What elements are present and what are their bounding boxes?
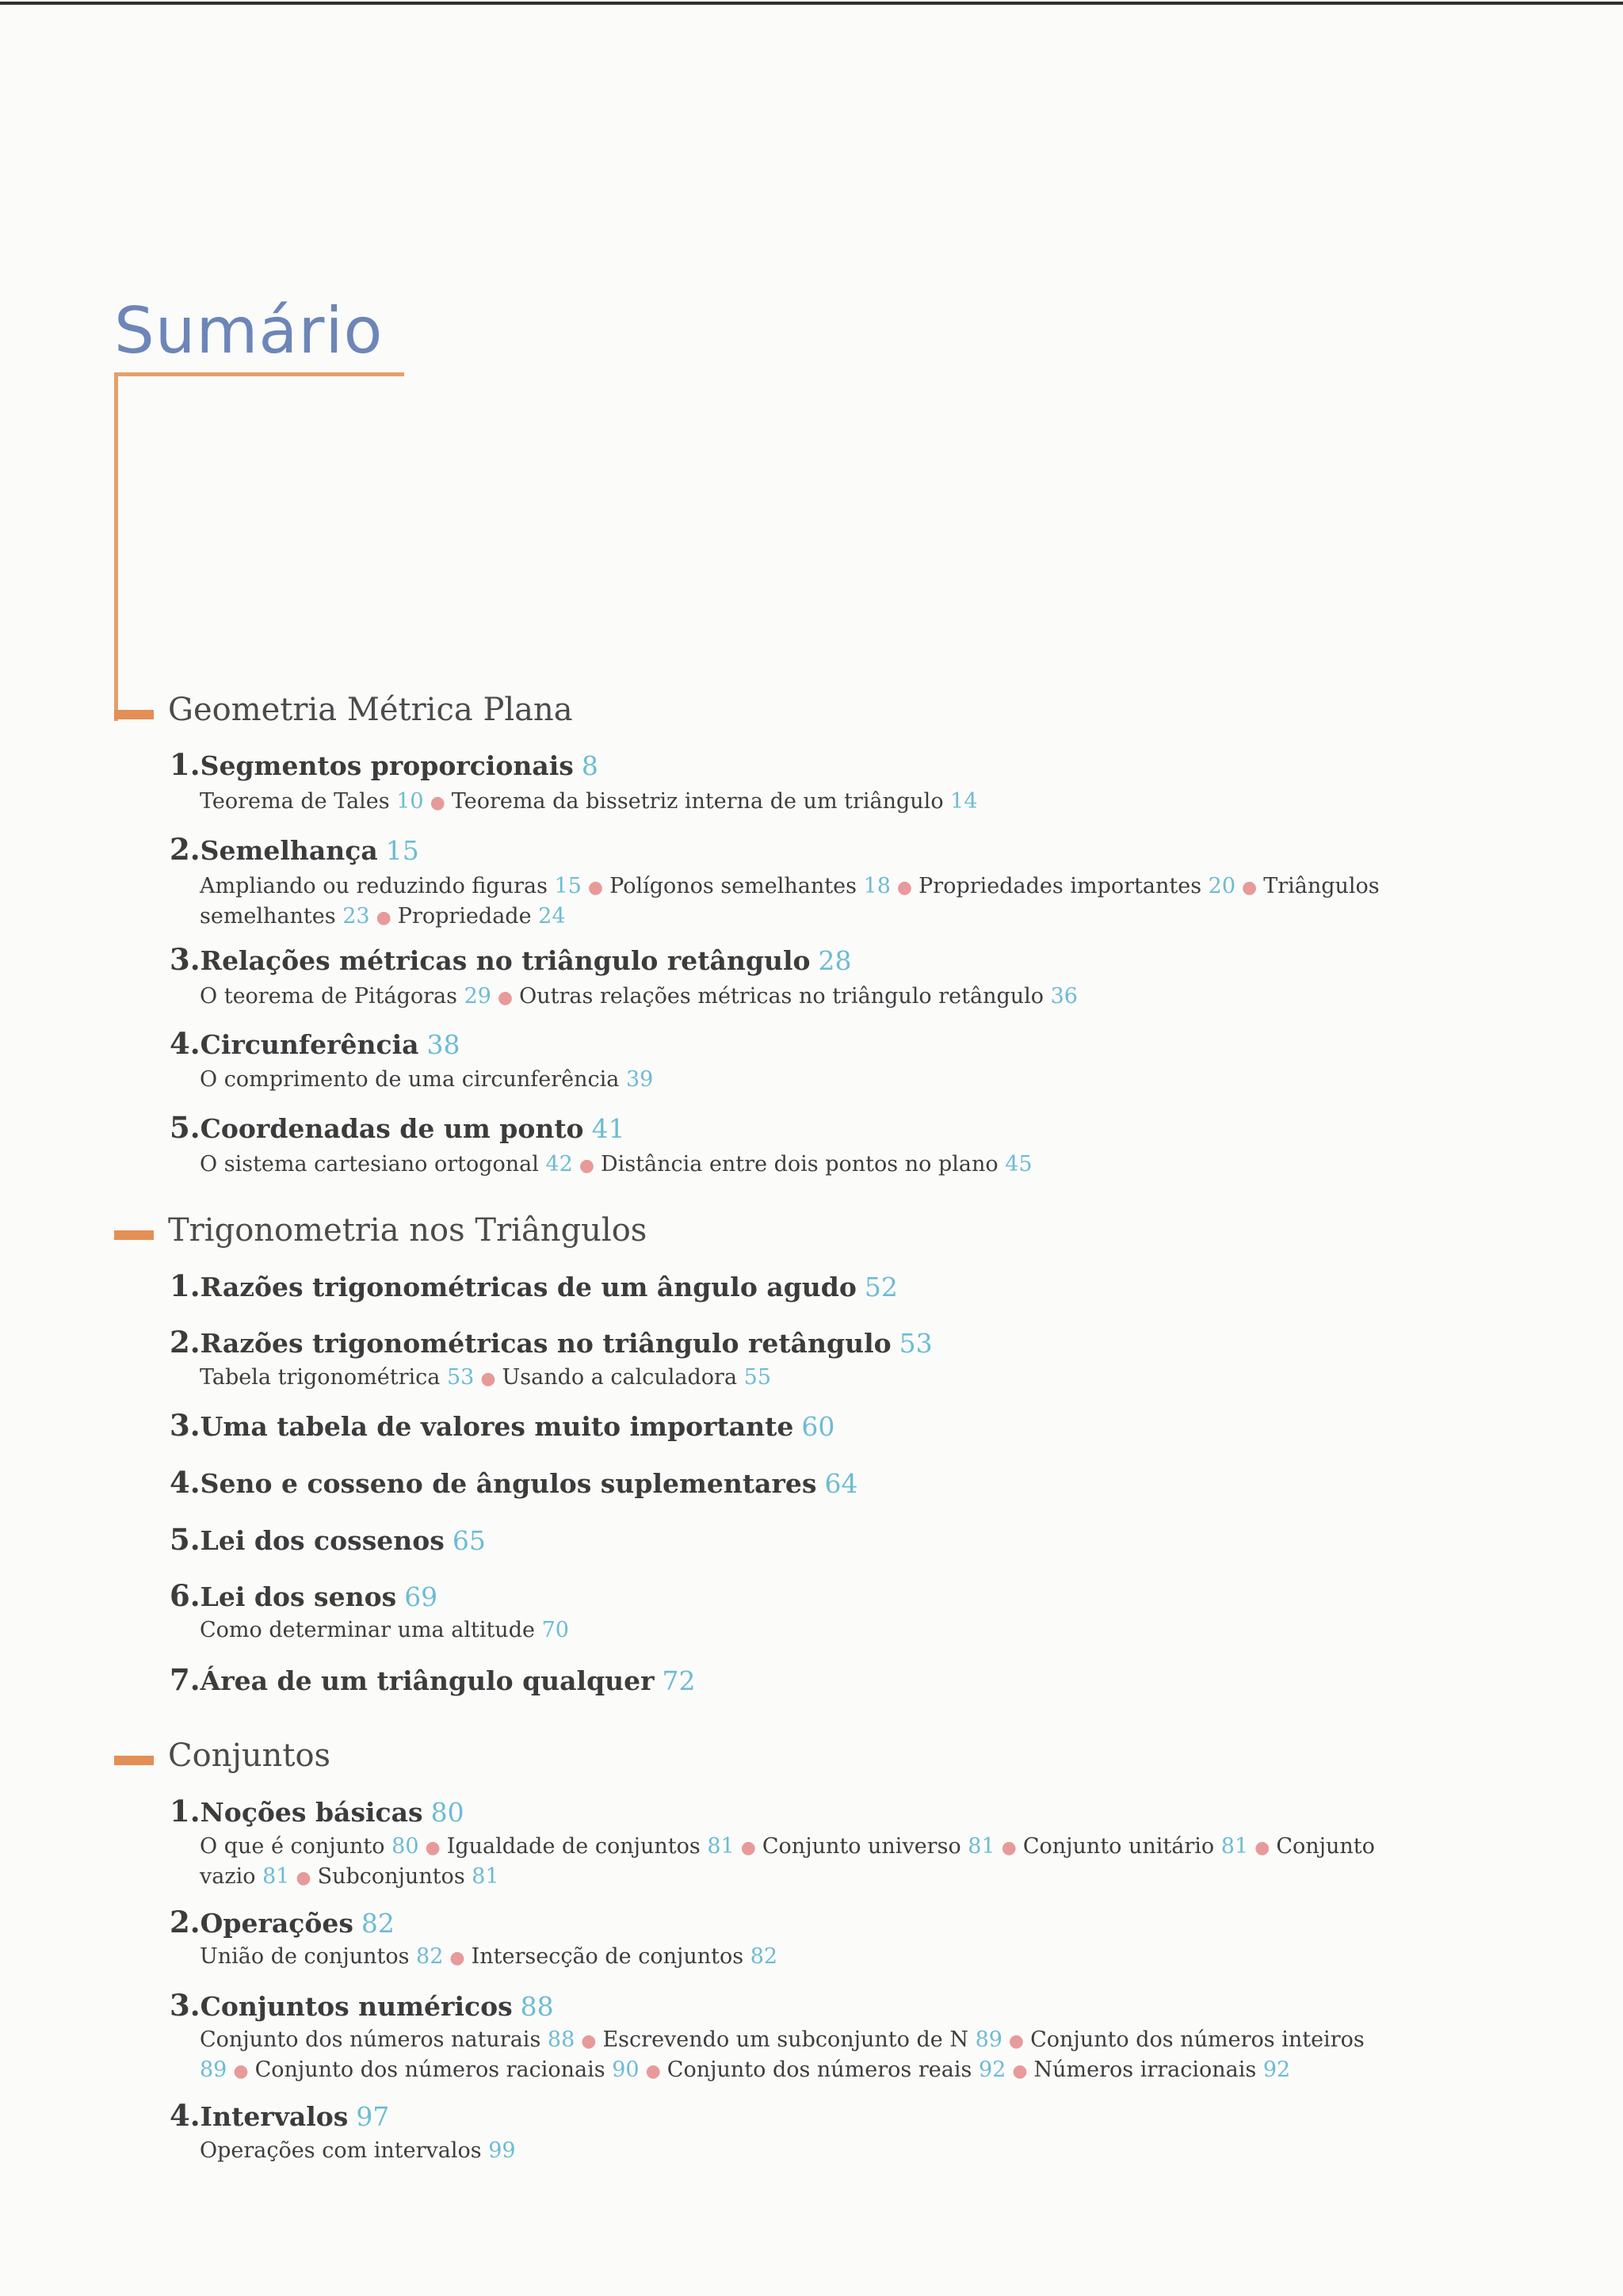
topic-title[interactable]: Distância entre dois pontos no plano [601,1152,999,1177]
chapter-entry[interactable] [170,1794,464,1829]
bullet-dot: ● [1242,878,1258,898]
topic-page-number: 82 [750,1944,778,1969]
top-rule [0,2,1623,5]
topic-page-number: 89 [200,2058,227,2082]
topic-title[interactable]: Conjunto vazio [200,1834,1375,1889]
section-marker [114,710,154,719]
chapter-page-number: 64 [824,1468,858,1499]
chapter-entry[interactable] [170,747,598,782]
topic-list [200,1833,1420,1893]
topic-title[interactable]: Conjunto dos números racionais [254,2058,605,2082]
topic-title[interactable]: Intersecção de conjuntos [471,1944,744,1969]
chapter-entry[interactable] [170,1662,696,1697]
topic-list [200,2026,1420,2086]
chapter-number: 2. [170,1905,200,1939]
bracket-line [114,372,118,721]
bullet-dot: ● [1012,2061,1028,2081]
chapter-number: 2. [170,832,200,867]
chapter-number: 7. [170,1662,200,1697]
bullet-dot: ● [480,1369,496,1389]
bullet-dot: ● [296,1868,311,1888]
bullet-dot: ● [896,878,913,898]
chapter-page-number: 65 [452,1525,486,1556]
topic-list [200,1616,1420,1645]
topic-page-number: 36 [1050,984,1078,1009]
topic-title[interactable]: Usando a calculadora [502,1365,738,1390]
bullet-dot: ● [497,988,514,1008]
topic-list [200,2137,1420,2165]
section-title: Conjuntos [168,1737,331,1774]
chapter-page-number: 15 [385,835,419,866]
chapter-page-number: 8 [581,750,598,781]
chapter-title: Razões trigonométricas no triângulo retângulo [200,1328,892,1359]
topic-title[interactable]: Outras relações métricas no triângulo retângulo [519,984,1044,1009]
topic-page-number: 42 [545,1152,573,1177]
chapter-title: Noções básicas [200,1797,423,1828]
chapter-page-number: 80 [430,1797,464,1828]
chapter-number: 2. [170,1325,200,1360]
chapter-page-number: 97 [356,2101,390,2132]
chapter-page-number: 38 [426,1029,460,1060]
section-title: Trigonometria nos Triângulos [168,1212,647,1249]
topic-page-number: 82 [416,1944,444,1969]
topic-list [200,982,1420,1013]
topic-list [200,1363,1420,1394]
chapter-number: 6. [170,1578,200,1613]
topic-title[interactable]: Propriedade [397,904,532,929]
chapter-entry[interactable] [170,832,419,867]
chapter-number: 1. [170,747,200,782]
topic-page-number: 14 [950,789,978,814]
topic-title[interactable]: União de conjuntos [200,1944,410,1969]
chapter-entry[interactable] [170,1026,460,1061]
topic-title[interactable]: Operações com intervalos [200,2138,482,2163]
chapter-page-number: 52 [864,1272,898,1302]
topic-title[interactable]: Conjunto dos números reais [666,2058,972,2082]
bullet-dot: ● [233,2061,249,2081]
chapter-page-number: 41 [591,1113,625,1144]
topic-page-number: 10 [396,789,424,814]
chapter-entry[interactable] [170,1522,486,1557]
topic-page-number: 53 [446,1365,475,1390]
chapter-entry[interactable] [170,2098,390,2133]
chapter-title: Lei dos cossenos [200,1525,445,1556]
topic-page-number: 81 [1220,1834,1249,1859]
chapter-entry[interactable] [170,942,852,977]
section-title: Geometria Métrica Plana [168,692,573,728]
chapter-title: Operações [200,1908,353,1939]
chapter-title: Intervalos [200,2101,349,2132]
chapter-number: 4. [170,1026,200,1061]
chapter-entry[interactable] [170,1325,933,1360]
bullet-dot: ● [1008,2031,1025,2051]
topic-page-number: 92 [1262,2058,1291,2082]
chapter-page-number: 60 [801,1411,835,1442]
topic-title[interactable]: O sistema cartesiano ortogonal [200,1152,539,1177]
chapter-entry[interactable] [170,1268,898,1303]
topic-title[interactable]: Conjunto dos números naturais [200,2027,541,2052]
bullet-dot: ● [449,1948,465,1968]
topic-title[interactable]: Como determinar uma altitude [200,1618,535,1642]
topic-page-number: 81 [472,1864,499,1889]
topic-title[interactable]: Conjunto dos números inteiros [1030,2027,1365,2052]
chapter-number: 4. [170,1465,200,1500]
topic-list [200,1066,1420,1094]
chapter-entry[interactable] [170,1578,438,1613]
bullet-dot: ● [587,878,604,898]
topic-page-number: 70 [541,1618,569,1642]
topic-title[interactable]: O comprimento de uma circunferência [200,1067,620,1092]
bullet-dot: ● [579,1156,595,1176]
bullet-dot: ● [376,908,391,928]
bullet-dot: ● [581,2031,597,2051]
topic-page-number: 20 [1208,874,1235,898]
chapter-title: Segmentos proporcionais [200,750,574,781]
chapter-title: Coordenadas de um ponto [200,1113,584,1144]
chapter-entry[interactable] [170,1110,625,1145]
chapter-number: 1. [170,1794,200,1829]
chapter-entry[interactable] [170,1465,858,1500]
topic-title[interactable]: Igualdade de conjuntos [446,1834,701,1859]
chapter-number: 3. [170,942,200,977]
chapter-number: 3. [170,1408,200,1443]
page-title: Sumário [114,294,384,368]
topic-title[interactable]: Conjunto unitário [1022,1834,1215,1859]
topic-title[interactable]: Ampliando ou reduzindo figuras [200,874,548,898]
topic-page-number: 45 [1005,1152,1033,1177]
chapter-entry[interactable] [170,1988,554,2023]
topic-page-number: 99 [488,2138,516,2163]
topic-title[interactable]: Propriedades importantes [918,874,1202,898]
topic-title[interactable]: Teorema da bissetriz interna de um triângulo [451,789,944,814]
chapter-entry[interactable] [170,1408,835,1443]
bullet-dot: ● [645,2061,661,2081]
chapter-title: Uma tabela de valores muito importante [200,1411,794,1442]
chapter-title: Circunferência [200,1029,419,1060]
topic-page-number: 89 [975,2027,1002,2052]
topic-page-number: 81 [262,1864,290,1889]
topic-title[interactable]: O teorema de Pitágoras [200,984,457,1009]
title-underline [114,372,404,376]
topic-page-number: 81 [968,1834,995,1859]
bullet-dot: ● [425,1838,441,1858]
topic-list [200,788,1420,818]
chapter-number: 5. [170,1110,200,1145]
chapter-title: Relações métricas no triângulo retângulo [200,945,811,976]
topic-page-number: 80 [391,1834,419,1859]
topic-title[interactable]: Polígonos semelhantes [609,874,857,898]
bullet-dot: ● [430,793,445,813]
topic-page-number: 18 [863,874,891,898]
chapter-page-number: 88 [520,1991,554,2022]
chapter-page-number: 82 [361,1908,395,1939]
bullet-dot: ● [740,1838,756,1858]
section-marker [114,1230,154,1240]
chapter-title: Seno e cosseno de ângulos suplementares [200,1468,817,1499]
topic-page-number: 24 [538,904,566,929]
topic-page-number: 88 [547,2027,575,2052]
chapter-page-number: 69 [404,1581,438,1612]
section-marker [114,1756,154,1765]
topic-list [200,872,1420,933]
chapter-title: Área de um triângulo qualquer [200,1665,655,1696]
topic-page-number: 15 [554,874,582,898]
topic-title[interactable]: O que é conjunto [200,1834,385,1859]
chapter-entry[interactable] [170,1905,395,1939]
topic-title[interactable]: Teorema de Tales [200,789,390,814]
chapter-page-number: 72 [662,1665,696,1696]
topic-title[interactable]: Escrevendo um subconjunto de N [602,2027,968,2052]
topic-title[interactable]: Conjunto universo [762,1834,961,1859]
chapter-page-number: 28 [818,945,852,976]
topic-page-number: 81 [707,1834,735,1859]
chapter-title: Lei dos senos [200,1581,397,1612]
bullet-dot: ● [1001,1838,1017,1858]
topic-page-number: 55 [743,1365,772,1390]
chapter-number: 5. [170,1522,200,1557]
chapter-page-number: 53 [899,1328,933,1359]
topic-page-number: 39 [625,1067,654,1092]
topic-title[interactable]: Triângulos semelhantes [200,874,1380,929]
bullet-dot: ● [1254,1838,1270,1858]
chapter-number: 1. [170,1268,200,1303]
chapter-title: Semelhança [200,835,378,866]
topic-page-number: 23 [342,904,370,929]
topic-title[interactable]: Tabela trigonométrica [200,1365,441,1390]
topic-page-number: 90 [612,2058,640,2082]
chapter-title: Conjuntos numéricos [200,1991,513,2022]
topic-page-number: 29 [464,984,491,1009]
topic-page-number: 92 [978,2058,1006,2082]
topic-title[interactable]: Números irracionais [1033,2058,1257,2082]
topic-title[interactable]: Subconjuntos [317,1864,465,1889]
topic-list [200,1943,1420,1973]
chapter-title: Razões trigonométricas de um ângulo agudo [200,1272,857,1302]
chapter-number: 4. [170,2098,200,2133]
chapter-number: 3. [170,1988,200,2023]
topic-list [200,1150,1420,1180]
